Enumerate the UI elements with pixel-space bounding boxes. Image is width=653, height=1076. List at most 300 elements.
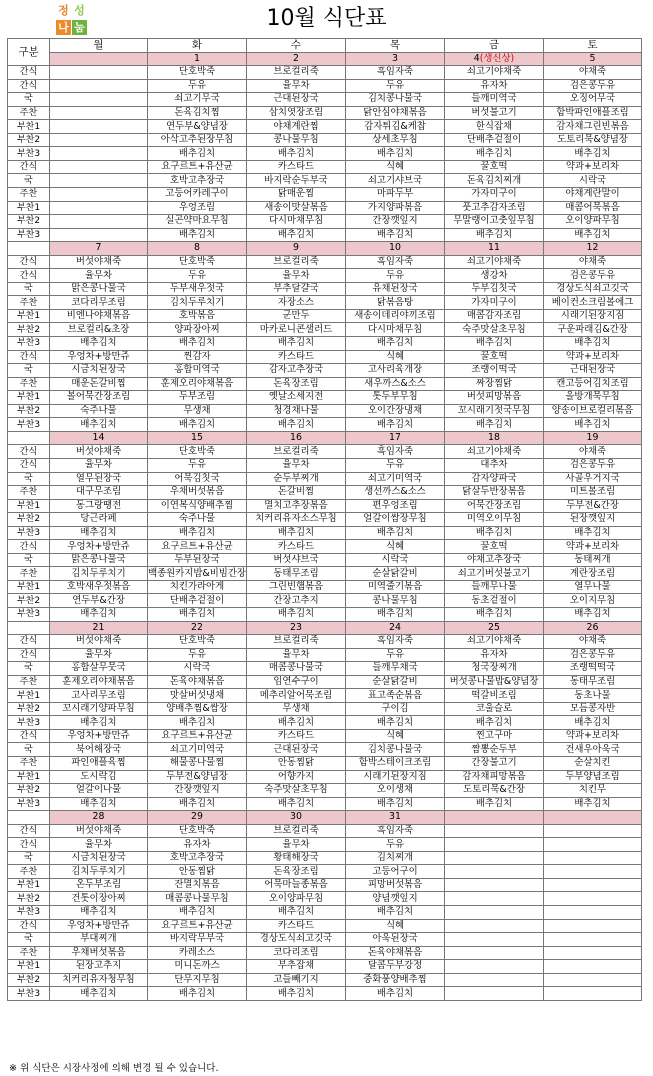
menu-cell — [445, 824, 544, 838]
menu-cell: 배추김치 — [445, 418, 544, 432]
date-cell — [148, 52, 247, 66]
menu-cell: 배추김치 — [445, 797, 544, 811]
menu-cell: 배추김치 — [247, 906, 346, 920]
menu-row — [8, 269, 642, 283]
meal-category-label: 국 — [8, 364, 50, 378]
menu-cell: 근대된장국 — [247, 93, 346, 107]
menu-cell: 해물콩나물찜 — [148, 756, 247, 770]
meal-category-label: 간식 — [8, 635, 50, 649]
menu-cell: 두유 — [346, 458, 445, 472]
menu-cell: 호박새우젓볶음 — [50, 580, 148, 594]
menu-row — [8, 851, 642, 865]
menu-cell — [544, 878, 642, 892]
menu-cell: 배추김치 — [50, 337, 148, 351]
menu-cell — [50, 174, 148, 188]
menu-cell: 식혜 — [346, 729, 445, 743]
menu-cell: 쇠고기야채죽 — [445, 66, 544, 80]
menu-cell: 경상도식쇠고깃국 — [247, 933, 346, 947]
menu-cell: 배추김치 — [544, 337, 642, 351]
date-number: 30 — [290, 811, 302, 823]
menu-cell: 약과+보리차 — [544, 540, 642, 554]
menu-cell: 함박파인애플조림 — [544, 106, 642, 120]
menu-cell: 배추김치 — [445, 147, 544, 161]
meal-category-label: 부찬3 — [8, 418, 50, 432]
date-number: 11 — [488, 242, 500, 254]
menu-cell: 카스타드 — [247, 350, 346, 364]
menu-cell: 율무차 — [50, 269, 148, 283]
menu-cell: 짬뽕순두부 — [445, 743, 544, 757]
menu-cell: 짜장찜닭 — [445, 377, 544, 391]
date-number: 31 — [389, 811, 401, 823]
meal-category-label: 부찬3 — [8, 607, 50, 621]
menu-cell: 풋고추감자조림 — [445, 201, 544, 215]
menu-cell: 버섯콩나물밥&양념장 — [445, 675, 544, 689]
birthday-special-tag: (생신상) — [479, 52, 515, 64]
menu-cell: 배추김치 — [148, 607, 247, 621]
menu-cell: 꿀호떡 — [445, 540, 544, 554]
menu-row — [8, 607, 642, 621]
date-number: 5 — [589, 52, 596, 64]
menu-cell: 도토리묵&양념장 — [544, 133, 642, 147]
menu-cell: 쇠고기야채죽 — [445, 445, 544, 459]
menu-cell: 배추김치 — [346, 607, 445, 621]
date-cell — [148, 811, 247, 825]
menu-cell: 약과+보리차 — [544, 160, 642, 174]
menu-cell: 부추잡채 — [247, 960, 346, 974]
date-cell — [50, 242, 148, 256]
date-number: 1 — [194, 52, 200, 64]
menu-row — [8, 662, 642, 676]
menu-cell: 미역줄기볶음 — [346, 580, 445, 594]
menu-row — [8, 364, 642, 378]
menu-cell: 배추김치 — [544, 526, 642, 540]
date-row-label — [8, 811, 50, 825]
menu-cell: 쇠고기버섯불고기 — [445, 567, 544, 581]
date-cell — [445, 811, 544, 825]
menu-cell — [544, 960, 642, 974]
date-number: 24 — [389, 621, 401, 633]
menu-cell: 생선까스&소스 — [346, 486, 445, 500]
date-number: 23 — [290, 621, 302, 633]
menu-cell: 배추김치 — [50, 607, 148, 621]
meal-category-label: 부찬2 — [8, 404, 50, 418]
menu-cell: 다시마채무침 — [247, 215, 346, 229]
menu-cell: 두유 — [148, 458, 247, 472]
menu-cell: 야채계란찜 — [247, 120, 346, 134]
menu-cell: 두유 — [346, 838, 445, 852]
date-cell — [544, 431, 642, 445]
date-number: 26 — [586, 621, 599, 633]
menu-cell: 숙주나물 — [148, 513, 247, 527]
menu-cell: 오이간장냉채 — [346, 404, 445, 418]
menu-cell: 동태찌개 — [544, 553, 642, 567]
menu-cell: 고등어구이 — [346, 865, 445, 879]
menu-cell: 아욱된장국 — [346, 933, 445, 947]
menu-cell: 배추김치 — [346, 716, 445, 730]
menu-cell: 치킨가라아게 — [148, 580, 247, 594]
meal-category-label: 부찬3 — [8, 716, 50, 730]
menu-cell: 꿀호떡 — [445, 160, 544, 174]
menu-cell: 율무차 — [50, 838, 148, 852]
menu-cell: 쇠고기샤브국 — [346, 174, 445, 188]
menu-cell — [544, 824, 642, 838]
menu-cell — [445, 946, 544, 960]
menu-cell: 한식잡채 — [445, 120, 544, 134]
menu-cell: 흑임자죽 — [346, 824, 445, 838]
menu-cell: 배추김치 — [346, 418, 445, 432]
menu-cell: 고사리무조림 — [50, 689, 148, 703]
menu-row — [8, 296, 642, 310]
menu-cell: 돈육장조림 — [247, 865, 346, 879]
menu-cell: 청국장찌개 — [445, 662, 544, 676]
meal-category-label: 부찬3 — [8, 526, 50, 540]
menu-cell: 동초나물 — [544, 689, 642, 703]
menu-cell — [50, 188, 148, 202]
menu-row — [8, 350, 642, 364]
menu-cell: 연두부&간장 — [50, 594, 148, 608]
menu-cell: 치커리유자소스무침 — [247, 513, 346, 527]
menu-cell: 동그랑땡전 — [50, 499, 148, 513]
menu-cell: 계란장조림 — [544, 567, 642, 581]
page-title: 10월 식단표 — [266, 6, 387, 31]
menu-cell: 배추김치 — [346, 797, 445, 811]
menu-cell: 열무된장국 — [50, 472, 148, 486]
date-number: 8 — [194, 242, 200, 254]
menu-cell — [544, 906, 642, 920]
corner-label: 구분 — [8, 39, 50, 66]
menu-cell — [445, 865, 544, 879]
menu-cell: 상세초무침 — [346, 133, 445, 147]
menu-cell: 매콤콩나물무침 — [148, 892, 247, 906]
menu-cell: 야채계란말이 — [544, 188, 642, 202]
meal-category-label: 간식 — [8, 269, 50, 283]
menu-row — [8, 865, 642, 879]
logo-char: 성 — [74, 4, 85, 17]
menu-cell: 떡갈비조림 — [445, 689, 544, 703]
menu-cell: 요구르트+유산균 — [148, 160, 247, 174]
menu-row — [8, 729, 642, 743]
menu-row — [8, 377, 642, 391]
menu-cell — [50, 215, 148, 229]
menu-row — [8, 445, 642, 459]
menu-cell: 중화풍양배추찜 — [346, 973, 445, 987]
date-cell — [50, 52, 148, 66]
menu-cell: 배추김치 — [445, 337, 544, 351]
menu-row — [8, 946, 642, 960]
menu-cell: 시락국 — [148, 662, 247, 676]
menu-cell: 배추김치 — [247, 716, 346, 730]
menu-cell: 어묵김칫국 — [148, 472, 247, 486]
menu-cell: 쇠고기야채죽 — [445, 635, 544, 649]
menu-cell: 배추김치 — [247, 987, 346, 1001]
menu-cell: 버섯야채죽 — [50, 635, 148, 649]
menu-cell: 배추김치 — [544, 716, 642, 730]
menu-cell: 쇠고기야채죽 — [445, 255, 544, 269]
menu-cell: 배추김치 — [148, 797, 247, 811]
menu-cell: 쇠고기무국 — [148, 93, 247, 107]
menu-cell: 두유 — [148, 269, 247, 283]
menu-cell: 옛날소세지전 — [247, 391, 346, 405]
menu-cell: 브로컬리죽 — [247, 255, 346, 269]
menu-cell: 우엉차+방만쥬 — [50, 350, 148, 364]
menu-cell: 순살치킨 — [544, 756, 642, 770]
menu-row — [8, 797, 642, 811]
menu-row — [8, 553, 642, 567]
meal-category-label: 주찬 — [8, 946, 50, 960]
menu-row — [8, 878, 642, 892]
menu-cell: 배추김치 — [148, 228, 247, 242]
menu-cell: 두유 — [148, 648, 247, 662]
date-number: 10 — [389, 242, 401, 254]
menu-row — [8, 540, 642, 554]
footnote: ※ 위 식단은 시장사정에 의해 변경 될 수 있습니다. — [9, 1063, 219, 1074]
meal-category-label: 간식 — [8, 648, 50, 662]
menu-cell: 돈육장조림 — [247, 377, 346, 391]
menu-cell: 카스타드 — [247, 919, 346, 933]
date-number: 7 — [95, 242, 102, 254]
menu-cell: 콩나물무침 — [346, 594, 445, 608]
date-number: 16 — [290, 432, 302, 444]
date-number: 4 — [473, 52, 480, 64]
menu-cell: 콩나물무침 — [247, 133, 346, 147]
date-row — [8, 811, 642, 825]
menu-cell: 순두부찌개 — [247, 472, 346, 486]
menu-row — [8, 784, 642, 798]
menu-cell: 고사리육개장 — [346, 364, 445, 378]
meal-category-label: 간식 — [8, 824, 50, 838]
date-cell — [148, 242, 247, 256]
menu-row — [8, 147, 642, 161]
menu-cell: 편우엉조림 — [346, 499, 445, 513]
menu-cell — [445, 906, 544, 920]
menu-cell: 꼬시래기양파무침 — [50, 702, 148, 716]
date-number: 2 — [293, 52, 299, 64]
meal-category-label: 국 — [8, 743, 50, 757]
menu-cell: 간장깻잎지 — [148, 784, 247, 798]
menu-cell: 파인애플육찜 — [50, 756, 148, 770]
menu-cell: 배추김치 — [346, 987, 445, 1001]
menu-cell: 돈육야채볶음 — [148, 675, 247, 689]
date-number: 28 — [92, 811, 105, 823]
menu-cell: 청경채나물 — [247, 404, 346, 418]
menu-cell: 우엉조림 — [148, 201, 247, 215]
menu-cell: 배추김치 — [346, 228, 445, 242]
menu-cell: 자장소스 — [247, 296, 346, 310]
menu-cell: 바지락순두부국 — [247, 174, 346, 188]
menu-cell: 닭볶음탕 — [346, 296, 445, 310]
meal-category-label: 부찬3 — [8, 906, 50, 920]
menu-cell: 근대된장국 — [247, 743, 346, 757]
menu-cell: 매콤감자조림 — [445, 309, 544, 323]
menu-cell: 무말랭이고춧잎무침 — [445, 215, 544, 229]
menu-cell: 다시마채무침 — [346, 323, 445, 337]
menu-cell: 구이김 — [346, 702, 445, 716]
menu-cell: 카스타드 — [247, 729, 346, 743]
menu-cell: 배추김치 — [544, 607, 642, 621]
menu-row — [8, 458, 642, 472]
date-cell — [346, 52, 445, 66]
menu-row — [8, 716, 642, 730]
logo-char: 눔 — [72, 20, 87, 35]
meal-category-label: 주찬 — [8, 865, 50, 879]
menu-cell: 멸치고추장볶음 — [247, 499, 346, 513]
meal-category-label: 국 — [8, 174, 50, 188]
menu-cell: 꿀호떡 — [445, 350, 544, 364]
menu-cell: 배추김치 — [50, 526, 148, 540]
menu-cell: 찐고구마 — [445, 729, 544, 743]
menu-cell: 율무차 — [50, 458, 148, 472]
meal-category-label: 간식 — [8, 838, 50, 852]
menu-cell: 두유 — [346, 79, 445, 93]
meal-category-label: 국 — [8, 282, 50, 296]
menu-cell: 배추김치 — [346, 906, 445, 920]
date-cell — [148, 431, 247, 445]
menu-cell: 함박스테이크조림 — [346, 756, 445, 770]
menu-cell: 식혜 — [346, 350, 445, 364]
menu-cell: 우엉차+방만쥬 — [50, 729, 148, 743]
menu-cell — [50, 147, 148, 161]
weekday-header: 금 — [445, 39, 544, 53]
menu-cell: 간장불고기 — [445, 756, 544, 770]
menu-cell: 어묵마늘종볶음 — [247, 878, 346, 892]
menu-cell: 야채죽 — [544, 66, 642, 80]
menu-cell: 요구르트+유산균 — [148, 540, 247, 554]
menu-cell: 배추김치 — [50, 418, 148, 432]
menu-cell: 마파두부 — [346, 188, 445, 202]
menu-cell: 야채죽 — [544, 255, 642, 269]
meal-category-label: 부찬2 — [8, 784, 50, 798]
menu-cell: 흑임자죽 — [346, 66, 445, 80]
menu-row — [8, 824, 642, 838]
menu-cell: 어묵간장조림 — [445, 499, 544, 513]
menu-cell: 배추김치 — [544, 147, 642, 161]
menu-cell: 고들빼기지 — [247, 973, 346, 987]
date-cell — [346, 621, 445, 635]
menu-row — [8, 594, 642, 608]
menu-cell: 배추김치 — [50, 716, 148, 730]
menu-cell: 동태무조림 — [247, 567, 346, 581]
menu-cell: 얼갈이쌈장무침 — [346, 513, 445, 527]
menu-cell — [445, 973, 544, 987]
meal-category-label: 부찬3 — [8, 147, 50, 161]
menu-cell: 닭매운찜 — [247, 188, 346, 202]
menu-row — [8, 702, 642, 716]
menu-cell: 오이양파무침 — [247, 892, 346, 906]
menu-cell: 식혜 — [346, 919, 445, 933]
menu-row — [8, 675, 642, 689]
menu-cell — [50, 79, 148, 93]
meal-category-label: 국 — [8, 851, 50, 865]
menu-cell: 검은콩두유 — [544, 79, 642, 93]
menu-cell: 두부양념조림 — [544, 770, 642, 784]
menu-cell — [544, 933, 642, 947]
logo-char: 정 — [58, 4, 69, 17]
menu-cell — [445, 838, 544, 852]
menu-cell: 우엉차+방만쥬 — [50, 540, 148, 554]
menu-cell — [445, 987, 544, 1001]
menu-row — [8, 201, 642, 215]
menu-cell: 마카로니콘샐러드 — [247, 323, 346, 337]
menu-cell: 홍합미역국 — [148, 364, 247, 378]
menu-cell: 오이지무침 — [544, 594, 642, 608]
menu-cell: 두유 — [346, 269, 445, 283]
menu-cell: 돈육야채볶음 — [346, 946, 445, 960]
menu-cell: 호박볶음 — [148, 309, 247, 323]
date-row-label — [8, 621, 50, 635]
menu-cell: 배추김치 — [445, 526, 544, 540]
menu-cell — [544, 919, 642, 933]
menu-cell: 버섯야채죽 — [50, 824, 148, 838]
meal-category-label: 주찬 — [8, 106, 50, 120]
menu-cell: 가지양파볶음 — [346, 201, 445, 215]
menu-cell: 배추김치 — [148, 418, 247, 432]
menu-cell: 배추김치 — [148, 526, 247, 540]
meal-category-label: 간식 — [8, 729, 50, 743]
menu-cell: 오이생채 — [346, 784, 445, 798]
menu-cell: 백종원카지밥&비빔간장 — [148, 567, 246, 579]
meal-category-label: 부찬2 — [8, 702, 50, 716]
menu-cell: 감자고추장국 — [247, 364, 346, 378]
meal-category-label: 국 — [8, 93, 50, 107]
menu-cell — [445, 892, 544, 906]
date-number: 18 — [488, 432, 500, 444]
menu-cell: 코울슬로 — [445, 702, 544, 716]
meal-category-label: 부찬1 — [8, 580, 50, 594]
menu-cell: 쇠고기미역국 — [346, 472, 445, 486]
weekday-header: 월 — [50, 39, 148, 53]
date-cell — [445, 52, 544, 66]
menu-cell: 버섯샤브국 — [247, 553, 346, 567]
date-cell — [445, 431, 544, 445]
date-number: 19 — [586, 432, 599, 444]
date-cell — [346, 242, 445, 256]
menu-cell: 미역오이무침 — [445, 513, 544, 527]
menu-cell: 피망버섯볶음 — [346, 878, 445, 892]
menu-cell — [544, 892, 642, 906]
menu-cell: 율무차 — [247, 648, 346, 662]
menu-cell: 우채버섯볶음 — [148, 486, 247, 500]
menu-cell: 간장깻잎지 — [346, 215, 445, 229]
weekday-header: 화 — [148, 39, 247, 53]
date-row — [8, 621, 642, 635]
menu-cell: 도시락김 — [50, 770, 148, 784]
menu-row — [8, 770, 642, 784]
menu-cell: 두부된장국 — [148, 553, 247, 567]
menu-cell: 유자차 — [445, 79, 544, 93]
menu-cell: 열무나물 — [544, 580, 642, 594]
menu-cell: 도토리묵&간장 — [445, 784, 544, 798]
menu-row — [8, 160, 642, 174]
menu-cell: 조랭이떡국 — [445, 364, 544, 378]
menu-cell: 배추김치 — [445, 228, 544, 242]
menu-cell: 버섯야채죽 — [50, 255, 148, 269]
date-cell — [247, 431, 346, 445]
menu-row — [8, 743, 642, 757]
menu-cell: 배추김치 — [148, 337, 247, 351]
date-cell — [346, 431, 445, 445]
menu-cell: 가자미구이 — [445, 188, 544, 202]
menu-cell: 매콤어묵볶음 — [544, 201, 642, 215]
menu-cell: 배추김치 — [247, 147, 346, 161]
menu-cell: 비엔나야채볶음 — [50, 309, 148, 323]
meal-category-label: 간식 — [8, 458, 50, 472]
menu-cell: 그린빈햄볶음 — [247, 580, 346, 594]
menu-cell: 양파장아찌 — [148, 323, 247, 337]
menu-cell: 율무차 — [50, 648, 148, 662]
menu-row — [8, 526, 642, 540]
menu-cell — [445, 919, 544, 933]
meal-category-label: 부찬2 — [8, 323, 50, 337]
